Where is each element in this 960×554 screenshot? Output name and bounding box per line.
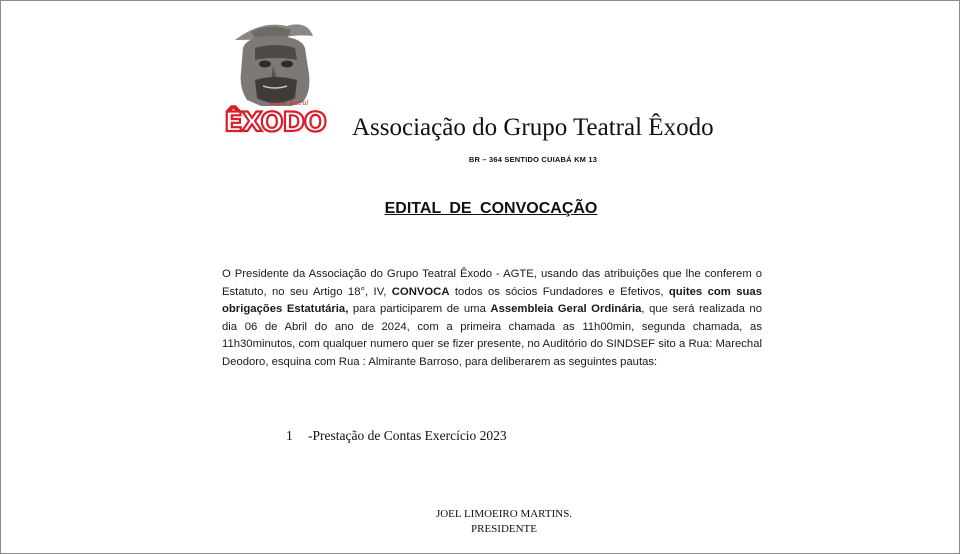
notice-body (222, 266, 762, 371)
body-segment: todos os sócios Fundadores e Efetivos, (449, 285, 669, 298)
signature-block (0, 507, 960, 537)
body-segment: para participarem de uma (348, 303, 491, 315)
agenda-text: -Prestação de Contas Exercício 2023 (308, 428, 507, 443)
notice-heading: EDITAL DE CONVOCAÇÃO (384, 200, 598, 217)
signer-name: JOEL LIMOEIRO MARTINS. (435, 508, 573, 520)
agenda-item (286, 428, 507, 444)
club-logo (221, 18, 327, 140)
body-bold-quites: quites com suas obrigações Estatutária, (222, 285, 762, 315)
address-line: BR – 364 SENTIDO CUIABÁ KM 13 (468, 155, 598, 164)
logo-text: ÊXODO (224, 107, 326, 138)
logo-subtext: Clube Teatral (269, 99, 309, 107)
body-segment: O Presidente da Associação do Grupo Teatral Êxodo - AGTE, usando das atribuições que lhe conferem o Estatuto, no seu Artigo 18°, IV, (222, 268, 762, 298)
organization-title: Associação do Grupo Teatral Êxodo (352, 114, 714, 141)
body-bold-assembleia: Assembleia Geral Ordinária (490, 303, 642, 315)
body-bold-convoca: CONVOCA (391, 285, 450, 298)
signer-role: PRESIDENTE (471, 523, 537, 535)
agenda-number: 1 (286, 428, 293, 443)
body-segment: , que será realizada no dia 06 de Abril do ano de 2024, com a primeira chamada as 11h00min, segunda chamada, as 11h30minutos, com qualquer numero quer se fizer presente, no Auditório do SINDSEF sito a Rua: Marechal Deodoro, esquina com Rua : Almirante Barroso, para deliberarem as seguintes pautas: (222, 303, 762, 368)
